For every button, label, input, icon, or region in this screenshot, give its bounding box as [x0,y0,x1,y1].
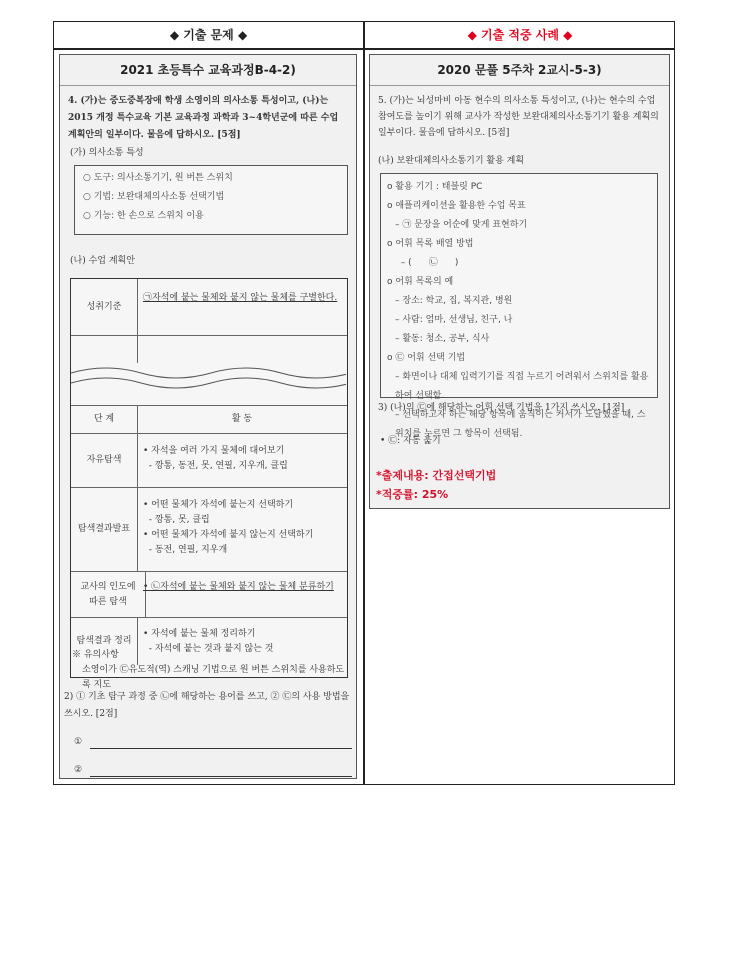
answer-label-2: ② [74,765,83,775]
standard-label: 성취기준 [71,279,138,335]
exam-title: 2021 초등특수 교육과정B-4-2) [60,55,356,86]
stage-header: 단 계 [71,406,138,433]
table-row: 탐색결과발표 • 어떤 물체가 자석에 붙는지 선택하기 - 깡통, 못, 클립 • 어떤 물체가 자석에 붙지 않는지 선택하기 - 동전, 연필, 지우개 [71,487,347,571]
aac-plan-box: o 활용 기기 : 태블릿 PC o 애플리케이션을 활용한 수업 목표 – ㉠ 문장을 어순에 맞게 표현하기 o 어휘 목록 배열 방법 – ( ㉡ ) o 어휘 목록의 예 – 장소: 학교, 집, 복지관, 병원 – 사람: 엄마, 선생님, 친구, 나 – 활동: 청소, 공부, 식사 o ㉢ 어휘 선택 기법 – 화면이나 대체 입력기기를 직접 누르기 어려워서 스위치를 활용하여 선택함. – 선택하고자 하는 해당 항목에 움직이는 커서가 도달했을 때, 스위치를 누르면 그 항목이 선택됨. [380,173,658,398]
section-b-label: (나) 수업 계획안 [70,256,135,266]
section-a-label: (가) 의사소통 특성 [70,148,144,158]
standard-row [71,279,347,335]
activity-header: 활 동 [231,414,253,424]
column-divider [363,22,365,784]
trait-item: ○ 기능: 한 손으로 스위치 이용 [83,211,204,221]
hit-case-title: 2020 문풀 5주차 2교시-5-3) [370,55,669,86]
answer-line-2[interactable] [90,776,352,777]
caution-note: ※ 유의사항 소영이가 ㉢유도적(역) 스캐닝 기법으로 원 버튼 스위치를 사용하도록 지도 [72,650,345,690]
exam-question-panel [59,54,357,779]
result-rate: *적중률: 25% [376,488,449,501]
omission-wave [71,363,347,405]
table-row: 자유탐색 • 자석을 여러 가지 물체에 대어보기 - 깡통, 동전, 못, 연필, 지우개, 클립 [71,433,347,487]
column-header-row [71,405,347,433]
hit-case-panel [369,54,670,509]
standard-text: ㉠자석에 붙는 물체와 붙지 않는 물체를 구별한다. [143,293,338,303]
right-column-title: ◆ 기출 적중 사례 ◆ [467,28,573,42]
question-intro: 4. (가)는 중도중복장애 학생 소영이의 의사소통 특성이고, (나)는 2015 개정 특수교육 기본 교육과정 과학과 3~4학년군에 따른 수업 계획안의 일부이다. 물음에 답하시오. [5점] [68,96,339,140]
left-column-title: ◆ 기출 문제 ◆ [169,28,248,42]
table-row: 탐색결과 정리 • 자석에 붙는 물체 정리하기 - 자석에 붙는 것과 붙지 않는 것 [71,617,347,665]
trait-item: ○ 기법: 보완대체의사소통 선택기법 [83,192,225,202]
blank-row [71,335,347,363]
right-sub-question: 3) (나)의 ㉢에 해당하는 어휘 선택 기법을 1가지 쓰시오. [1점] [378,403,625,413]
trait-item: ○ 도구: 의사소통기기, 원 버튼 스위치 [83,173,233,183]
lesson-plan-table [70,278,348,678]
result-content: *출제내용: 간접선택기법 [376,469,497,482]
document-frame [53,21,675,785]
answer-line-1[interactable] [90,748,352,749]
right-answer: • ㉢: 자동 훑기 [380,436,441,446]
sub-question: 2) ① 기초 탐구 과정 중 ㉡에 해당하는 용어를 쓰고, ② ㉢의 사용 방법을 쓰시오. [2점] [64,692,350,719]
answer-label-1: ① [74,737,83,747]
right-question-intro: 5. (가)는 뇌성마비 아동 현수의 의사소통 특성이고, (나)는 현수의 수업 참여도를 높이기 위해 교사가 작성한 보완대체의사소통기기 활용 계획의 일부이다. 물음에 답하시오. [5점] [378,96,659,138]
right-section-label: (나) 보완대체의사소통기기 활용 계획 [378,156,525,166]
communication-traits-box [74,165,348,235]
table-row: 교사의 인도에 따른 탐색 • ㉡자석에 붙는 물체와 붙지 않는 물체 분류하기 [71,571,347,617]
